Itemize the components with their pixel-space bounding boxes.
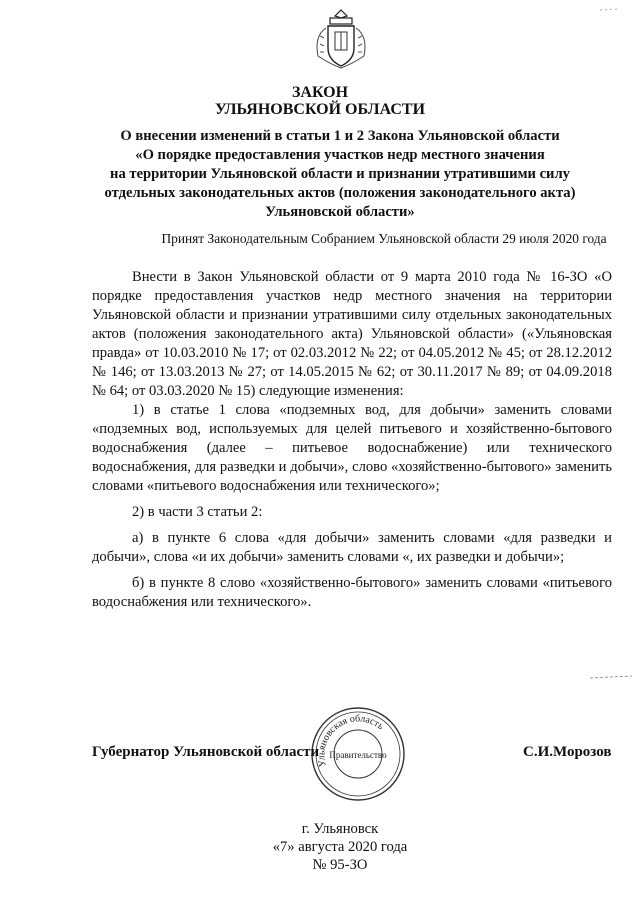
- law-title-line: отдельных законодательных актов (положения законодательного акта): [104, 185, 576, 201]
- seal-outer-text: Ульяновская область: [316, 713, 386, 768]
- law-title-line: О внесении изменений в статьи 1 и 2 Закона Ульяновской области: [120, 128, 560, 144]
- law-title: [60, 127, 620, 222]
- official-seal: [308, 704, 408, 804]
- adoption-note: Принят Законодательным Собранием Ульяновской области 29 июля 2020 года: [161, 231, 607, 246]
- law-title-line: на территории Ульяновской области и признании утратившими силу: [110, 166, 570, 182]
- law-number: № 95-ЗО: [312, 857, 368, 873]
- law-body: [92, 268, 612, 619]
- intro-paragraph: Внести в Закон Ульяновской области от 9 марта 2010 года № 16-ЗО «О порядке предоставления участков недр местного значения на территории Ульяновской области и признании утратившими силу отдельных законодательных актов (положения законодательного акта) Ульяновской области» («Ульяновская правда» от 10.03.2010 № 17; от 02.03.2012 № 22; от 04.05.2012 № 45; от 28.12.2012 № 146; от 13.03.2013 № 27; от 14.05.2015 № 62; от 30.11.2017 № 89; от 04.09.2018 № 64; от 03.03.2020 № 15) следующие изменения:: [92, 269, 612, 399]
- signatory-title: Губернатор Ульяновской области: [92, 744, 320, 760]
- law-title-line: «О порядке предоставления участков недр местного значения: [135, 147, 545, 163]
- signatory-name: С.И.Морозов: [523, 744, 612, 760]
- amendment-item-2: 2) в части 3 статьи 2:: [132, 504, 263, 520]
- place-date: «7» августа 2020 года: [272, 839, 408, 855]
- place-city: г. Ульяновск: [301, 821, 379, 837]
- amendment-item-1: 1) в статье 1 слова «подземных вод, для добычи» заменить словами «подземных вод, используемых для целей питьевого и хозяйственно-бытового водоснабжения (далее – питьевое водоснабжение) или технического водоснабжения, для разведки и добычи», слово «хозяйственно-бытового» заменить словами «питьевого водоснабжения или технического»;: [92, 402, 612, 494]
- law-title-line: Ульяновской области»: [265, 204, 415, 220]
- amendment-item-2a: а) в пункте 6 слова «для добычи» заменить словами «для разведки и добычи», слова «и их добычи» заменить словами «, их разведки и добычи»;: [92, 530, 612, 565]
- coat-of-arms-emblem: [306, 6, 376, 70]
- amendment-item-2b: б) в пункте 8 слово «хозяйственно-бытового» заменить словами «питьевого водоснабжения или технического».: [92, 575, 612, 610]
- document-type-heading: ЗАКОН: [291, 84, 349, 101]
- region-heading: УЛЬЯНОВСКОЙ ОБЛАСТИ: [214, 101, 426, 118]
- seal-inner-text: Правительство: [329, 750, 387, 760]
